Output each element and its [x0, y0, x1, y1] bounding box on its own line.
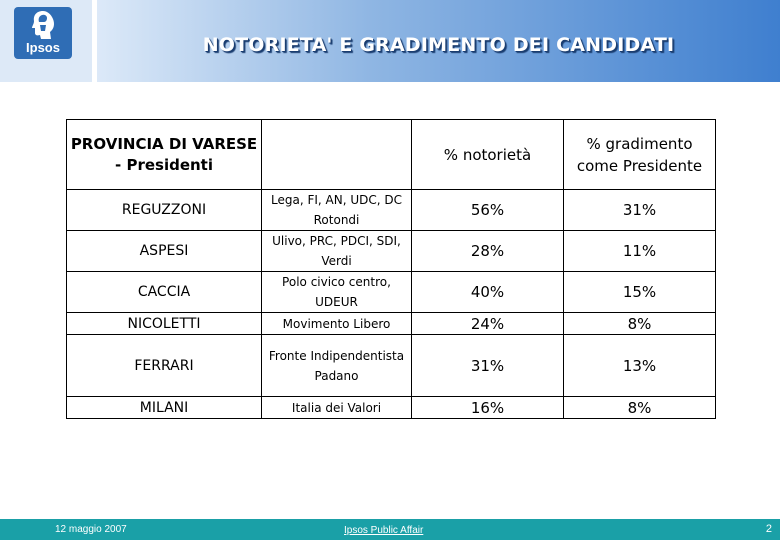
notorieta-value: 56% — [412, 190, 564, 231]
slide-footer — [0, 519, 780, 540]
notorieta-value: 31% — [412, 335, 564, 397]
candidate-name: CACCIA — [67, 272, 262, 313]
candidates-table — [66, 119, 716, 419]
page-title: NOTORIETA' E GRADIMENTO DEI CANDIDATI — [202, 34, 675, 56]
notorieta-value: 16% — [412, 397, 564, 419]
footer-date: 12 maggio 2007 — [55, 524, 127, 535]
candidate-name: REGUZZONI — [67, 190, 262, 231]
gradimento-value: 13% — [564, 335, 716, 397]
notorieta-value: 40% — [412, 272, 564, 313]
candidate-name: MILANI — [67, 397, 262, 419]
head-silhouette-icon — [31, 10, 55, 40]
notorieta-value: 28% — [412, 231, 564, 272]
footer-link[interactable]: Ipsos Public Affair — [344, 525, 424, 536]
table-row — [67, 231, 716, 272]
candidate-name: ASPESI — [67, 231, 262, 272]
header-gradimento: % gradimento come Presidente — [564, 120, 716, 190]
notorieta-value: 24% — [412, 313, 564, 335]
candidate-party: Polo civico centro, UDEUR — [262, 272, 412, 313]
candidate-name: FERRARI — [67, 335, 262, 397]
table-row — [67, 397, 716, 419]
table-row — [67, 335, 716, 397]
table-row — [67, 190, 716, 231]
gradimento-value: 31% — [564, 190, 716, 231]
table-row — [67, 272, 716, 313]
gradimento-value: 15% — [564, 272, 716, 313]
candidate-name: NICOLETTI — [67, 313, 262, 335]
gradimento-value: 8% — [564, 313, 716, 335]
candidate-party: Ulivo, PRC, PDCI, SDI, Verdi — [262, 231, 412, 272]
page-number: 2 — [765, 523, 772, 535]
header-party — [262, 120, 412, 190]
gradimento-value: 8% — [564, 397, 716, 419]
header-province: PROVINCIA DI VARESE - Presidenti — [67, 120, 262, 190]
logo-text: Ipsos — [26, 40, 60, 55]
slide-header — [0, 0, 780, 82]
gradimento-value: 11% — [564, 231, 716, 272]
logo-area — [0, 0, 92, 82]
candidate-party: Lega, FI, AN, UDC, DC Rotondi — [262, 190, 412, 231]
candidate-party: Italia dei Valori — [262, 397, 412, 419]
table-header-row — [67, 120, 716, 190]
table-row — [67, 313, 716, 335]
header-notorieta: % notorietà — [412, 120, 564, 190]
candidate-party: Fronte Indipendentista Padano — [262, 335, 412, 397]
candidate-party: Movimento Libero — [262, 313, 412, 335]
ipsos-logo — [14, 7, 72, 59]
